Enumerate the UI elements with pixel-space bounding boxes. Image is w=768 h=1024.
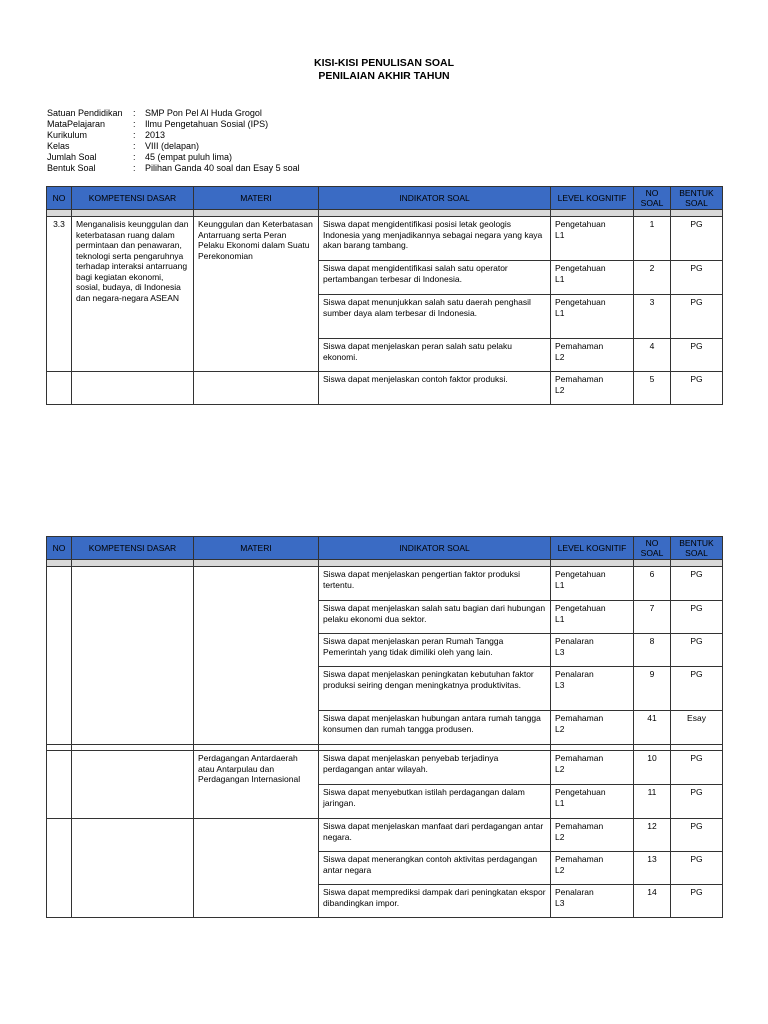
- question-form-cell: PG: [671, 885, 723, 918]
- table-row: [47, 819, 723, 852]
- question-form-cell: PG: [671, 601, 723, 634]
- level-code: L1: [555, 579, 565, 590]
- info-row: [47, 119, 300, 130]
- level-code: L3: [555, 897, 565, 908]
- level-name: Penalaran: [555, 669, 594, 679]
- no-cell: [47, 567, 72, 745]
- indikator-cell: Siswa dapat menjelaskan manfaat dari perdagangan antar negara.: [319, 819, 551, 852]
- header-kompetensi-dasar: KOMPETENSI DASAR: [72, 537, 194, 560]
- header-kompetensi-dasar: KOMPETENSI DASAR: [72, 187, 194, 210]
- materi-cell: [194, 372, 319, 405]
- no-cell: [47, 819, 72, 918]
- level-code: L2: [555, 384, 565, 395]
- header-bentuk-soal: BENTUK SOAL: [671, 187, 723, 210]
- level-name: Penalaran: [555, 636, 594, 646]
- question-form-cell: PG: [671, 295, 723, 339]
- question-number-cell: 8: [634, 634, 671, 667]
- empty-cell: [634, 210, 671, 217]
- info-label: Kelas: [47, 141, 70, 151]
- question-number-cell: 5: [634, 372, 671, 405]
- indikator-cell: Siswa dapat mengidentifikasi posisi letak geologis Indonesia yang menjadikannya sebagai negara yang kaya akan barang tambang.: [319, 217, 551, 261]
- question-number-cell: 14: [634, 885, 671, 918]
- level-cell: [551, 667, 634, 711]
- level-cell: [551, 785, 634, 819]
- question-form-cell: PG: [671, 751, 723, 785]
- no-cell: [47, 372, 72, 405]
- question-form-cell: PG: [671, 217, 723, 261]
- level-name: Penalaran: [555, 887, 594, 897]
- level-name: Pemahaman: [555, 854, 604, 864]
- level-cell: [551, 601, 634, 634]
- level-cell: [551, 339, 634, 372]
- materi-cell: Keunggulan dan Keterbatasan Antarruang serta Peran Pelaku Ekonomi dalam Suatu Perekonomian: [194, 217, 319, 372]
- header-no-soal: NO SOAL: [634, 187, 671, 210]
- kompetensi-dasar-cell: [72, 819, 194, 918]
- level-cell: [551, 217, 634, 261]
- question-form-cell: PG: [671, 339, 723, 372]
- header-materi: MATERI: [194, 537, 319, 560]
- header-no: NO: [47, 537, 72, 560]
- question-number-cell: 2: [634, 261, 671, 295]
- level-cell: [551, 885, 634, 918]
- kompetensi-dasar-cell: [72, 751, 194, 819]
- question-form-cell: PG: [671, 852, 723, 885]
- level-code: L2: [555, 763, 565, 774]
- table-header-row: [47, 187, 723, 210]
- table-row: [47, 751, 723, 785]
- empty-cell: [194, 560, 319, 567]
- level-cell: [551, 751, 634, 785]
- table-row: [47, 567, 723, 601]
- no-cell: 3.3: [47, 217, 72, 372]
- question-number-cell: 12: [634, 819, 671, 852]
- indikator-cell: Siswa dapat menjelaskan peningkatan kebutuhan faktor produksi seiring dengan meningkatnya produktivitas.: [319, 667, 551, 711]
- empty-cell: [72, 560, 194, 567]
- indikator-cell: Siswa dapat mengidentifikasi salah satu operator pertambangan terbesar di Indonesia.: [319, 261, 551, 295]
- title-line-2: PENILAIAN AKHIR TAHUN: [318, 70, 450, 82]
- document-info: [47, 108, 300, 174]
- info-value: Pilihan Ganda 40 soal dan Esay 5 soal: [145, 163, 300, 173]
- level-cell: [551, 295, 634, 339]
- level-code: L2: [555, 831, 565, 842]
- header-materi: MATERI: [194, 187, 319, 210]
- question-number-cell: 4: [634, 339, 671, 372]
- level-code: L1: [555, 613, 565, 624]
- level-code: L1: [555, 229, 565, 240]
- question-number-cell: 9: [634, 667, 671, 711]
- indikator-cell: Siswa dapat memprediksi dampak dari peningkatan ekspor dibandingkan impor.: [319, 885, 551, 918]
- no-cell: [47, 751, 72, 819]
- title-line-1: KISI-KISI PENULISAN SOAL: [313, 57, 454, 69]
- table-row: [47, 217, 723, 261]
- table-header-row: [47, 537, 723, 560]
- level-name: Pemahaman: [555, 753, 604, 763]
- level-code: L2: [555, 864, 565, 875]
- question-grid-table-1: [46, 186, 723, 405]
- indikator-cell: Siswa dapat menunjukkan salah satu daerah penghasil sumber daya alam terbesar di Indonesia.: [319, 295, 551, 339]
- question-number-cell: 13: [634, 852, 671, 885]
- level-cell: [551, 852, 634, 885]
- header-bentuk-soal: BENTUK SOAL: [671, 537, 723, 560]
- info-value: 2013: [145, 130, 166, 140]
- question-form-cell: PG: [671, 372, 723, 405]
- info-row: [47, 130, 300, 141]
- header-level-kognitif: LEVEL KOGNITIF: [551, 187, 634, 210]
- question-form-cell: PG: [671, 261, 723, 295]
- question-number-cell: 3: [634, 295, 671, 339]
- question-grid-table-2: [46, 536, 723, 918]
- empty-cell: [671, 210, 723, 217]
- info-row: [47, 163, 300, 174]
- info-colon: :: [133, 163, 136, 173]
- header-indikator-soal: INDIKATOR SOAL: [319, 187, 551, 210]
- level-cell: [551, 634, 634, 667]
- info-value: VIII (delapan): [145, 141, 200, 151]
- header-band-row: [47, 210, 723, 217]
- empty-cell: [319, 210, 551, 217]
- level-name: Pengetahuan: [555, 263, 606, 273]
- question-number-cell: 11: [634, 785, 671, 819]
- indikator-cell: Siswa dapat menjelaskan peran Rumah Tangga Pemerintah yang tidak dimiliki oleh yang lain.: [319, 634, 551, 667]
- kompetensi-dasar-cell: [72, 372, 194, 405]
- info-label: Kurikulum: [47, 130, 88, 140]
- empty-cell: [634, 560, 671, 567]
- info-colon: :: [133, 108, 136, 118]
- info-row: [47, 108, 300, 119]
- indikator-cell: Siswa dapat menjelaskan pengertian faktor produksi tertentu.: [319, 567, 551, 601]
- question-form-cell: PG: [671, 667, 723, 711]
- materi-cell: [194, 819, 319, 918]
- level-cell: [551, 711, 634, 745]
- info-colon: :: [133, 152, 136, 162]
- empty-cell: [551, 560, 634, 567]
- empty-cell: [72, 210, 194, 217]
- level-name: Pengetahuan: [555, 787, 606, 797]
- table-row: [47, 372, 723, 405]
- level-name: Pemahaman: [555, 713, 604, 723]
- level-cell: [551, 261, 634, 295]
- materi-cell: [194, 567, 319, 745]
- header-band-row: [47, 560, 723, 567]
- empty-cell: [551, 210, 634, 217]
- info-colon: :: [133, 130, 136, 140]
- level-name: Pengetahuan: [555, 297, 606, 307]
- header-no-soal: NO SOAL: [634, 537, 671, 560]
- question-form-cell: PG: [671, 567, 723, 601]
- question-form-cell: PG: [671, 819, 723, 852]
- question-number-cell: 10: [634, 751, 671, 785]
- empty-cell: [671, 560, 723, 567]
- info-label: Satuan Pendidikan: [47, 108, 123, 118]
- header-no: NO: [47, 187, 72, 210]
- level-name: Pengetahuan: [555, 569, 606, 579]
- level-cell: [551, 372, 634, 405]
- question-form-cell: Esay: [671, 711, 723, 745]
- indikator-cell: Siswa dapat menjelaskan penyebab terjadinya perdagangan antar wilayah.: [319, 751, 551, 785]
- level-code: L3: [555, 646, 565, 657]
- question-form-cell: PG: [671, 634, 723, 667]
- question-number-cell: 7: [634, 601, 671, 634]
- info-colon: :: [133, 119, 136, 129]
- level-name: Pengetahuan: [555, 219, 606, 229]
- info-value: 45 (empat puluh lima): [145, 152, 233, 162]
- indikator-cell: Siswa dapat menjelaskan contoh faktor produksi.: [319, 372, 551, 405]
- level-cell: [551, 567, 634, 601]
- info-label: Jumlah Soal: [47, 152, 97, 162]
- question-number-cell: 1: [634, 217, 671, 261]
- info-label: Bentuk Soal: [47, 163, 96, 173]
- level-code: L2: [555, 351, 565, 362]
- level-name: Pengetahuan: [555, 603, 606, 613]
- info-label: MataPelajaran: [47, 119, 106, 129]
- materi-cell: Perdagangan Antardaerah atau Antarpulau dan Perdagangan Internasional: [194, 751, 319, 819]
- question-number-cell: 6: [634, 567, 671, 601]
- empty-cell: [47, 560, 72, 567]
- level-cell: [551, 819, 634, 852]
- info-value: Ilmu Pengetahuan Sosial (IPS): [145, 119, 269, 129]
- kompetensi-dasar-cell: [72, 567, 194, 745]
- indikator-cell: Siswa dapat menyebutkan istilah perdagangan dalam jaringan.: [319, 785, 551, 819]
- level-name: Pemahaman: [555, 374, 604, 384]
- question-number-cell: 41: [634, 711, 671, 745]
- header-level-kognitif: LEVEL KOGNITIF: [551, 537, 634, 560]
- kompetensi-dasar-cell: Menganalisis keunggulan dan keterbatasan ruang dalam permintaan dan penawaran, teknologi serta pengaruhnya terhadap interaksi antarruang bagi kegiatan ekonomi, sosial, budaya, di Indonesia dan negara-negara ASEAN: [72, 217, 194, 372]
- info-row: [47, 152, 300, 163]
- info-row: [47, 141, 300, 152]
- level-code: L3: [555, 679, 565, 690]
- level-code: L1: [555, 797, 565, 808]
- question-form-cell: PG: [671, 785, 723, 819]
- indikator-cell: Siswa dapat menerangkan contoh aktivitas perdagangan antar negara: [319, 852, 551, 885]
- level-name: Pemahaman: [555, 341, 604, 351]
- level-name: Pemahaman: [555, 821, 604, 831]
- page-title: [0, 57, 768, 83]
- indikator-cell: Siswa dapat menjelaskan hubungan antara rumah tangga konsumen dan rumah tangga produsen.: [319, 711, 551, 745]
- empty-cell: [47, 210, 72, 217]
- level-code: L1: [555, 307, 565, 318]
- header-indikator-soal: INDIKATOR SOAL: [319, 537, 551, 560]
- indikator-cell: Siswa dapat menjelaskan peran salah satu pelaku ekonomi.: [319, 339, 551, 372]
- info-colon: :: [133, 141, 136, 151]
- info-value: SMP Pon Pel Al Huda Grogol: [145, 108, 262, 118]
- indikator-cell: Siswa dapat menjelaskan salah satu bagian dari hubungan pelaku ekonomi dua sektor.: [319, 601, 551, 634]
- level-code: L2: [555, 723, 565, 734]
- level-code: L1: [555, 273, 565, 284]
- empty-cell: [319, 560, 551, 567]
- empty-cell: [194, 210, 319, 217]
